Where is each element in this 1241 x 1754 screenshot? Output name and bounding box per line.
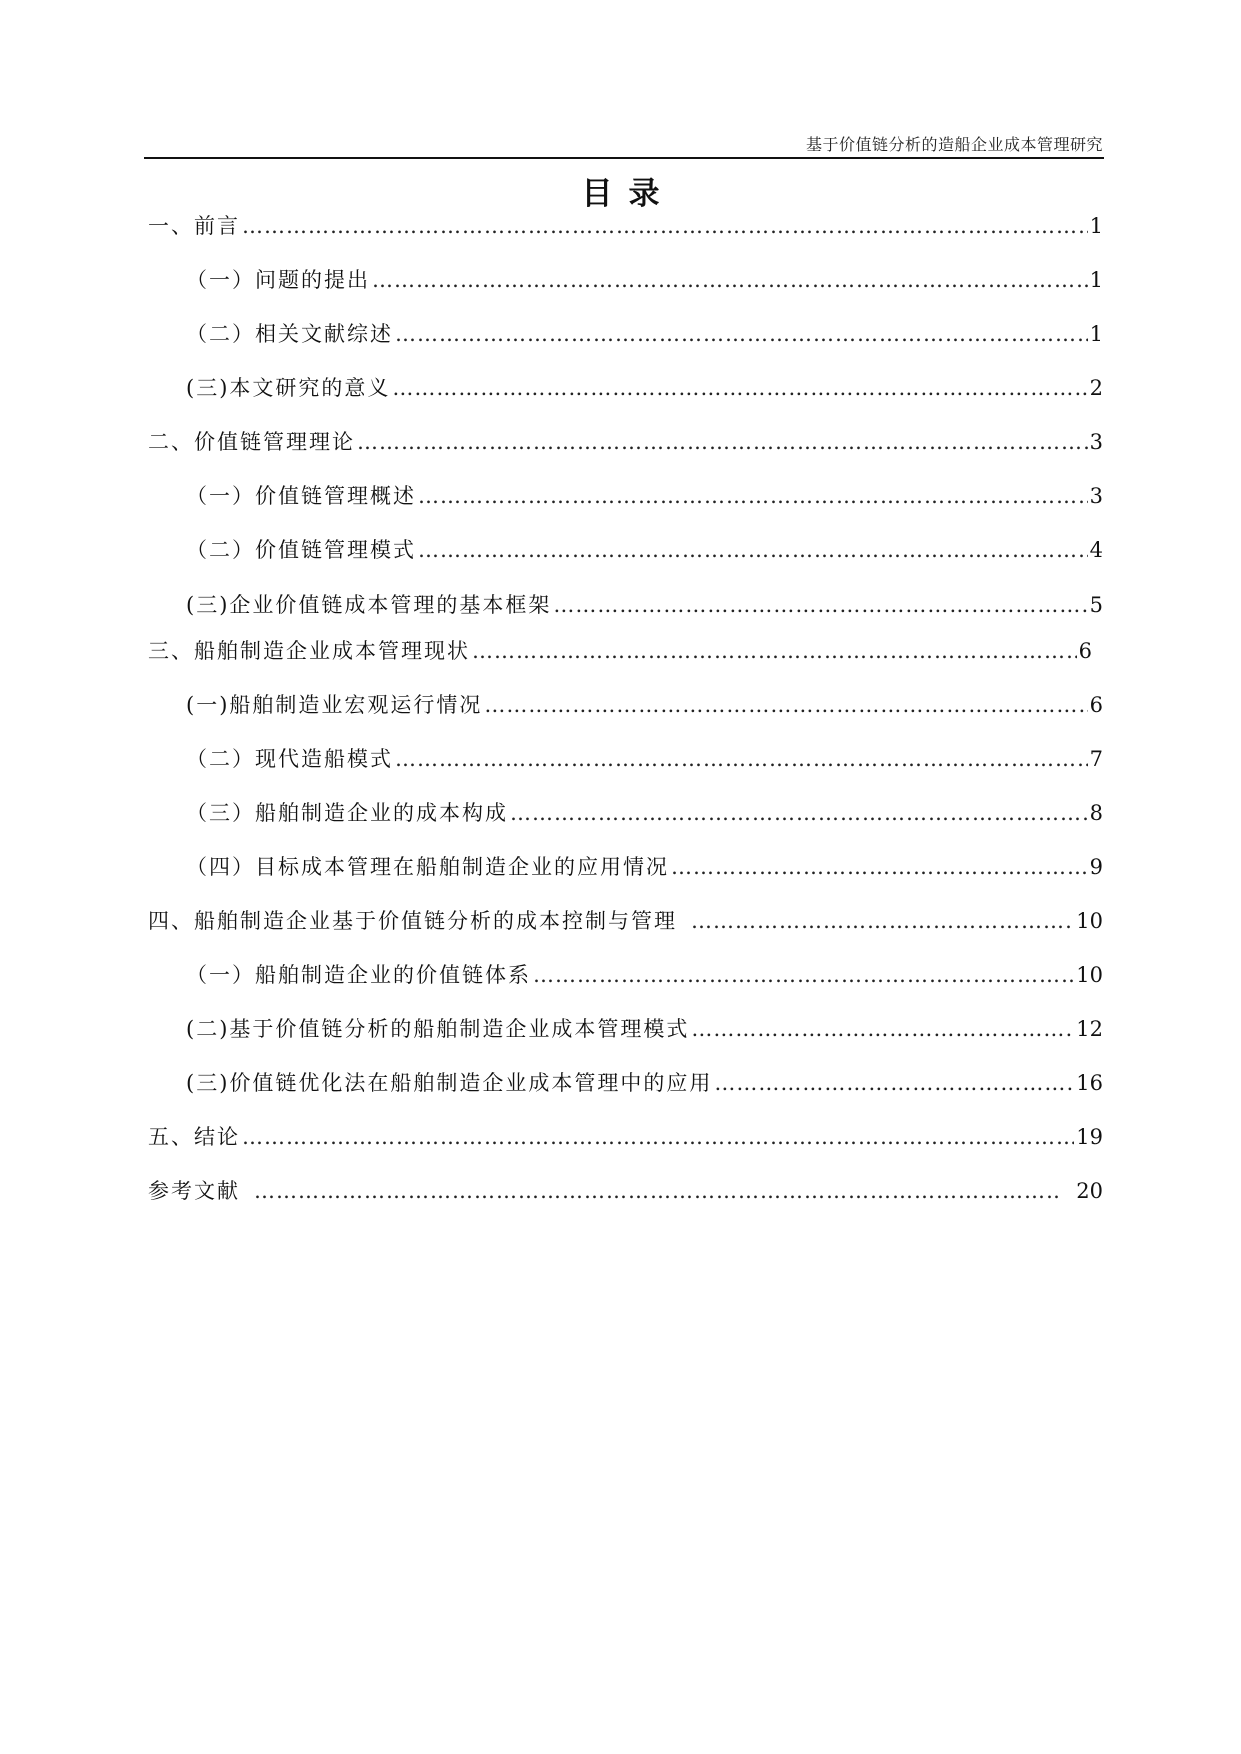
toc-entry-label: (三)价值链优化法在船舶制造企业成本管理中的应用 xyxy=(186,1071,713,1095)
toc-page-number: 9 xyxy=(1089,855,1103,879)
toc-entry-label: (三)企业价值链成本管理的基本框架 xyxy=(186,593,552,617)
toc-entry-label: 参考文献 xyxy=(148,1179,240,1203)
toc-dot-leader xyxy=(418,481,1088,511)
toc-entry-label: （三）船舶制造企业的成本构成 xyxy=(186,801,508,825)
toc-title: 目录 xyxy=(581,176,676,212)
toc-entry-label: 二、价值链管理理论 xyxy=(148,430,355,454)
toc-entry-label: （二）价值链管理模式 xyxy=(186,538,416,562)
toc-entry[interactable] xyxy=(186,798,1103,828)
toc-entry[interactable] xyxy=(148,427,1103,457)
toc-entry[interactable] xyxy=(186,852,1103,882)
toc-dot-leader xyxy=(671,852,1088,882)
toc-dot-leader xyxy=(357,427,1088,457)
toc-page-number: 1 xyxy=(1089,214,1103,238)
toc-dot-leader xyxy=(484,690,1087,720)
toc-dot-leader xyxy=(372,265,1088,295)
toc-dot-leader xyxy=(395,744,1088,774)
toc-entry-label: （二）现代造船模式 xyxy=(186,747,393,771)
toc-page-number: 6 xyxy=(1078,639,1092,663)
toc-entry-label: 五、结论 xyxy=(148,1125,240,1149)
toc-dot-leader xyxy=(254,1176,1062,1206)
toc-entry-label: (二)基于价值链分析的船舶制造企业成本管理模式 xyxy=(186,1017,690,1041)
toc-page-number: 4 xyxy=(1089,538,1103,562)
toc-dot-leader xyxy=(714,1068,1074,1098)
toc-entry-label: (三)本文研究的意义 xyxy=(186,376,391,400)
toc-page-number: 3 xyxy=(1089,484,1103,508)
toc-page-number: 10 xyxy=(1076,909,1103,933)
toc-entry[interactable] xyxy=(186,1068,1103,1098)
running-header: 基于价值链分析的造船企业成本管理研究 xyxy=(805,135,1103,154)
toc-entry[interactable] xyxy=(186,960,1103,990)
toc-page-number: 20 xyxy=(1076,1179,1103,1203)
toc-entry-label: （一）价值链管理概述 xyxy=(186,484,416,508)
toc-entry[interactable] xyxy=(186,481,1103,511)
toc-page-number: 10 xyxy=(1076,963,1103,987)
toc-dot-leader xyxy=(691,906,1074,936)
toc-entry[interactable] xyxy=(186,535,1103,565)
toc-page-number: 7 xyxy=(1089,747,1103,771)
toc-entry[interactable] xyxy=(186,319,1103,349)
toc-dot-leader xyxy=(553,590,1087,620)
toc-entry[interactable] xyxy=(186,373,1103,403)
toc-dot-leader xyxy=(510,798,1088,828)
toc-page-number: 16 xyxy=(1076,1071,1103,1095)
toc-dot-leader xyxy=(242,211,1088,241)
toc-entry[interactable] xyxy=(148,211,1103,241)
toc-dot-leader xyxy=(691,1014,1074,1044)
toc-entry[interactable] xyxy=(148,1122,1103,1152)
toc-entry-label: 三、船舶制造企业成本管理现状 xyxy=(148,639,470,663)
toc-page-number: 2 xyxy=(1089,376,1103,400)
toc-dot-leader xyxy=(472,636,1077,666)
toc-page-number: 12 xyxy=(1076,1017,1103,1041)
toc-entry[interactable] xyxy=(186,690,1103,720)
toc-dot-leader xyxy=(242,1122,1074,1152)
toc-page-number: 6 xyxy=(1089,693,1103,717)
toc-entry-label: （一）船舶制造企业的价值链体系 xyxy=(186,963,531,987)
toc-entry-label: （四）目标成本管理在船舶制造企业的应用情况 xyxy=(186,855,669,879)
toc-entry-label: 一、前言 xyxy=(148,214,240,238)
toc-dot-leader xyxy=(533,960,1074,990)
toc-page-number: 19 xyxy=(1076,1125,1103,1149)
toc-entry-label: （二）相关文献综述 xyxy=(186,322,393,346)
toc-entry[interactable] xyxy=(148,1176,1103,1206)
toc-entry[interactable] xyxy=(186,590,1103,620)
toc-dot-leader xyxy=(418,535,1088,565)
toc-dot-leader xyxy=(392,373,1087,403)
toc-page-number: 5 xyxy=(1089,593,1103,617)
toc-entry[interactable] xyxy=(186,1014,1103,1044)
toc-entry[interactable] xyxy=(186,265,1103,295)
toc-entry[interactable] xyxy=(148,636,1092,666)
toc-entry-label: （一）问题的提出 xyxy=(186,268,370,292)
toc-entry[interactable] xyxy=(186,744,1103,774)
toc-dot-leader xyxy=(395,319,1088,349)
toc-entry-label: (一)船舶制造业宏观运行情况 xyxy=(186,693,483,717)
toc-page-number: 1 xyxy=(1089,268,1103,292)
toc-entry[interactable] xyxy=(148,906,1103,936)
toc-page-number: 3 xyxy=(1089,430,1103,454)
toc-page-number: 1 xyxy=(1089,322,1103,346)
toc-page-number: 8 xyxy=(1089,801,1103,825)
toc-entry-label: 四、船舶制造企业基于价值链分析的成本控制与管理 xyxy=(148,909,677,933)
